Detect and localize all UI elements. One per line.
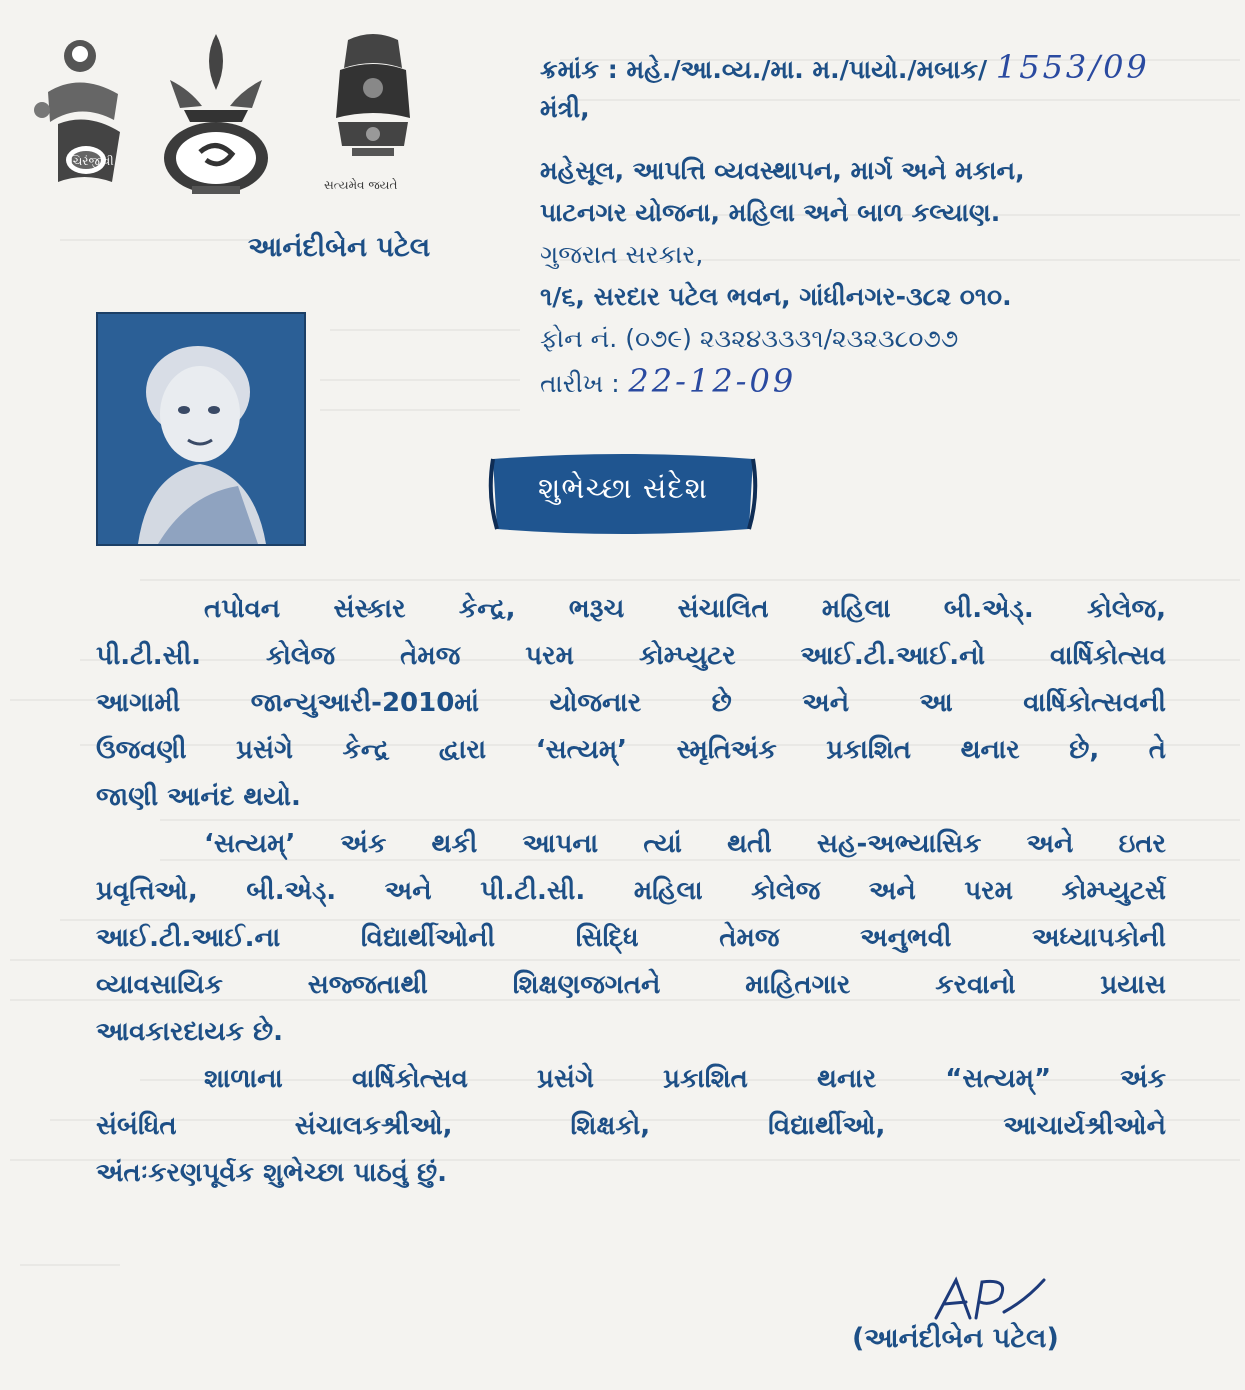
body-line: ‘સત્યમ્’ અંક થકી આપના ત્યાં થતી સહ-અભ્યાસિક અને ઇતર	[204, 829, 1166, 859]
body-line: આઈ.ટી.આઈ.ના વિદ્યાર્થીઓની સિદ્ધિ તેમજ અનુભવી અધ્યાપકોની	[96, 923, 1166, 953]
body-line: જાણી આનંદ થયો.	[96, 782, 301, 812]
body-line: શાળાના વાર્ષિકોત્સવ પ્રસંગે પ્રકાશિત થનાર “સત્યમ્” અંક	[204, 1064, 1166, 1094]
reference-prefix: ક્રમાંક : મહે./આ.વ્ય./મા. મ./પાયો./મબાક/	[540, 55, 988, 84]
kalash-logo	[150, 30, 282, 200]
reference-line	[540, 46, 1230, 88]
minister-name: આનંદીબેન પટેલ	[248, 232, 431, 263]
minister-photo	[96, 312, 306, 546]
reference-number: 1553/09	[995, 48, 1150, 86]
designation: મંત્રી,	[540, 94, 590, 123]
signatory-name: (આનંદીબેન પટેલ)	[852, 1323, 1059, 1354]
portrait-icon	[98, 314, 304, 544]
address-line: ૧/૬, સરદાર પટેલ ભવન, ગાંધીનગર-૩૮૨ ૦૧૦.	[540, 282, 1012, 311]
body-line: પ્રવૃત્તિઓ, બી.એડ્. અને પી.ટી.સી. મહિલા કોલેજ અને પરમ કોમ્પ્યુટર્સ	[96, 876, 1166, 906]
date-label: તારીખ :	[540, 369, 620, 398]
girl-child-logo	[28, 32, 140, 192]
body-line: સંબંધિત સંચાલકશ્રીઓ, શિક્ષકો, વિદ્યાર્થીઓ, આચાર્યશ્રીઓને	[96, 1111, 1166, 1141]
body-line: તપોવન સંસ્કાર કેન્દ્ર, ભરૂચ સંચાલિત મહિલા બી.એડ્. કોલેજ,	[204, 594, 1166, 624]
letterhead-block	[540, 46, 1230, 402]
signature-mark-icon	[930, 1272, 1050, 1328]
body-line: અંતઃકરણપૂર્વક શુભેચ્છા પાઠવું છું.	[96, 1158, 447, 1188]
phone-line: ફોન નં. (૦૭૯) ૨૩૨૪૩૩૩૧/૨૩૨૩૮૦૭૭	[540, 324, 959, 353]
letter-body	[96, 586, 1166, 1197]
title-banner	[487, 449, 759, 537]
departments-line-1: મહેસૂલ, આપત્તિ વ્યવસ્થાપન, માર્ગ અને મકાન,	[540, 156, 1025, 185]
body-line: આગામી જાન્યુઆરી-2010માં યોજનાર છે અને આ વાર્ષિકોત્સવની	[96, 688, 1166, 718]
body-line: આવકારદાયક છે.	[96, 1017, 284, 1047]
government-line: ગુજરાત સરકાર,	[540, 240, 704, 269]
national-emblem	[318, 28, 428, 192]
girl-child-caption: ચિરંજીવી	[70, 154, 114, 168]
departments-line-2: પાટનગર યોજના, મહિલા અને બાળ કલ્યાણ.	[540, 198, 1001, 227]
date-value: 22-12-09	[628, 362, 797, 400]
ashoka-lion-icon	[318, 28, 428, 178]
body-line: વ્યાવસાયિક સજ્જતાથી શિક્ષણજગતને માહિતગાર કરવાનો પ્રયાસ	[96, 970, 1166, 1000]
body-line: ઉજવણી પ્રસંગે કેન્દ્ર દ્વારા ‘સત્યમ્’ સ્મૃતિઅંક પ્રકાશિત થનાર છે, તે	[96, 735, 1166, 765]
body-line: પી.ટી.સી. કોલેજ તેમજ પરમ કોમ્પ્યુટર આઈ.ટી.આઈ.નો વાર્ષિકોત્સવ	[96, 641, 1166, 671]
kalash-icon	[150, 30, 282, 200]
letter-title: શુભેચ્છા સંદેશ	[538, 471, 708, 505]
satyamev-jayate-caption: સત્યમેવ જયતે	[324, 178, 398, 192]
date-line	[540, 360, 1230, 402]
